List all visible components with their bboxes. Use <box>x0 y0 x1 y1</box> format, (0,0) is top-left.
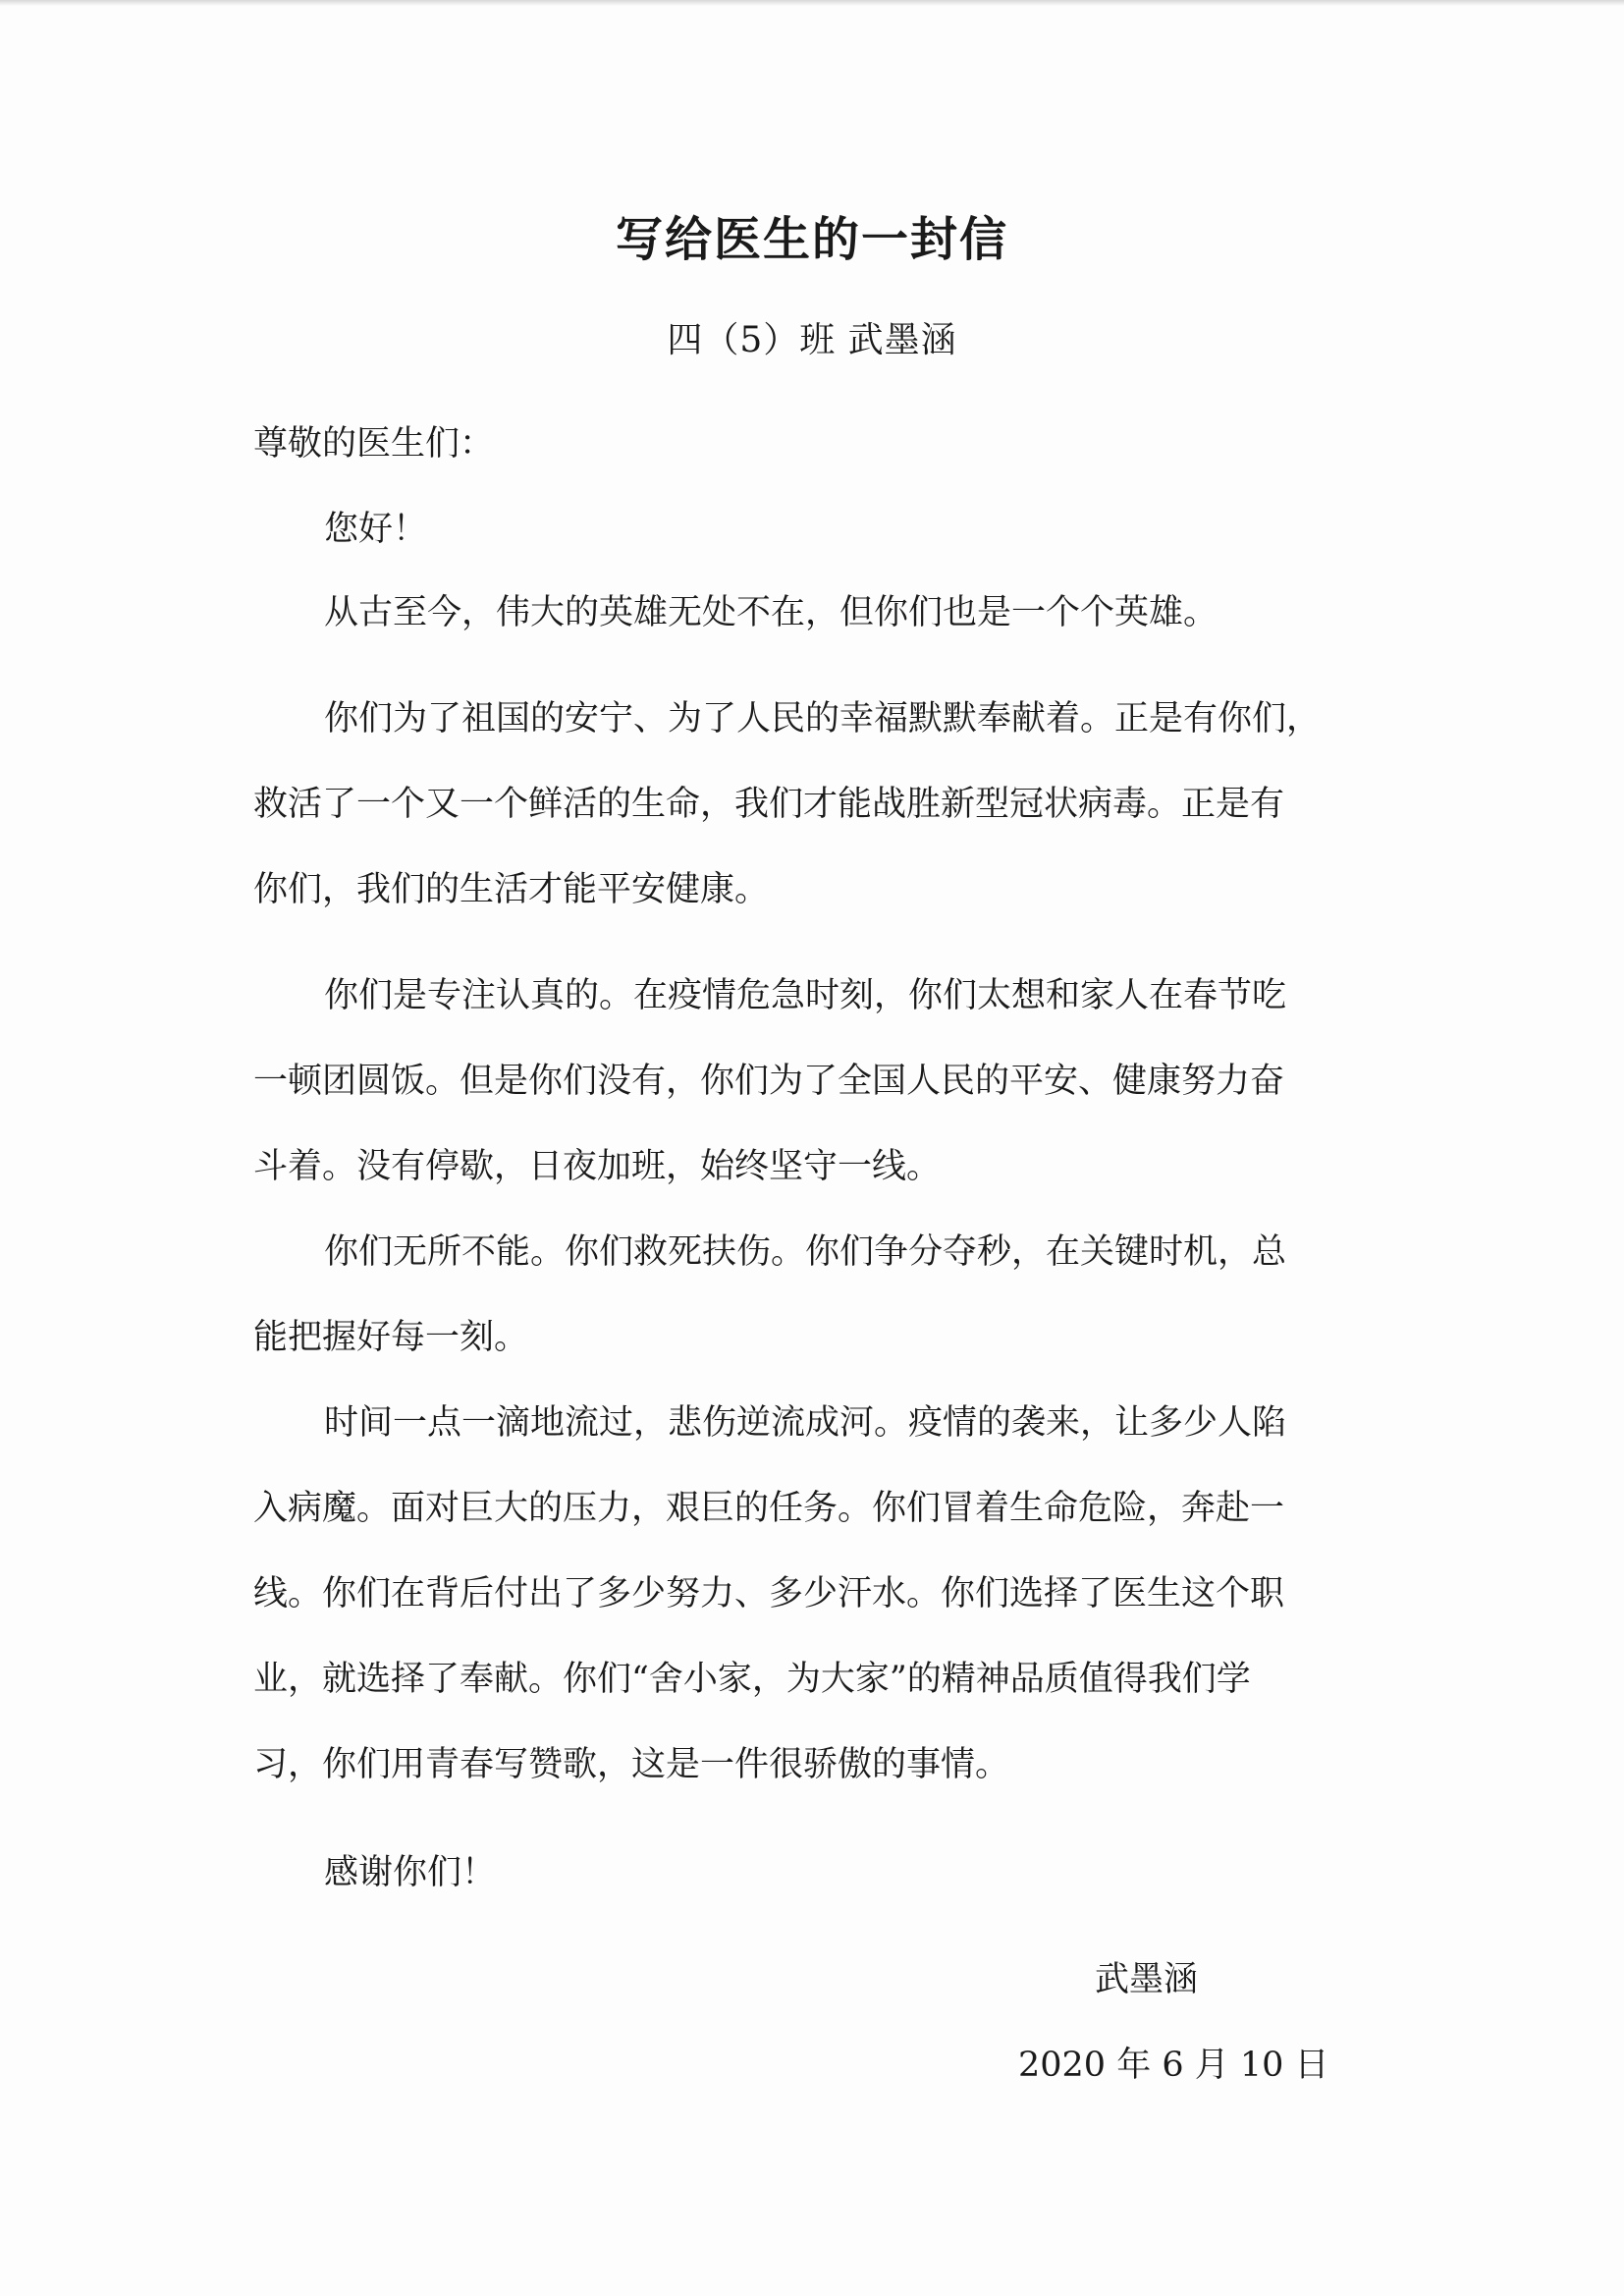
salutation: 尊敬的医生们： <box>253 424 495 464</box>
paragraph-line: 习，你们用青春写赞歌，这是一件很骄傲的事情。 <box>253 1745 1010 1784</box>
paragraph-line: 线。你们在背后付出了多少努力、多少汗水。你们选择了医生这个职 <box>253 1574 1285 1613</box>
letter-date: 2020 年 6 月 10 日 <box>1018 2046 1329 2085</box>
paragraph-line: 你们是专注认真的。在疫情危急时刻，你们太想和家人在春节吃 <box>324 976 1287 1015</box>
paragraph-line: 你们，我们的生活才能平安健康。 <box>253 870 770 909</box>
letter-byline: 四（5）班 武墨涵 <box>667 320 957 360</box>
paragraph-line: 你们无所不能。你们救死扶伤。你们争分夺秒，在关键时机，总 <box>324 1232 1287 1272</box>
paragraph-line: 业，就选择了奉献。你们“舍小家，为大家”的精神品质值得我们学 <box>253 1660 1251 1699</box>
paragraph-line: 你们为了祖国的安宁、为了人民的幸福默默奉献着。正是有你们， <box>324 699 1322 738</box>
greeting: 您好！ <box>324 510 428 549</box>
paragraph-line: 能把握好每一刻。 <box>253 1318 529 1357</box>
paragraph-line: 救活了一个又一个鲜活的生命，我们才能战胜新型冠状病毒。正是有 <box>253 785 1285 824</box>
signature: 武墨涵 <box>1095 1960 1199 1999</box>
paragraph-line: 入病魔。面对巨大的压力，艰巨的任务。你们冒着生命危险，奔赴一 <box>253 1489 1285 1528</box>
closing: 感谢你们！ <box>324 1853 497 1892</box>
scan-edge <box>0 0 1624 6</box>
paragraph-line: 一顿团圆饭。但是你们没有，你们为了全国人民的平安、健康努力奋 <box>253 1062 1285 1101</box>
paragraph-line: 从古至今，伟大的英雄无处不在，但你们也是一个个英雄。 <box>324 593 1218 632</box>
paragraph-line: 时间一点一滴地流过，悲伤逆流成河。疫情的袭来，让多少人陷 <box>324 1403 1287 1443</box>
paragraph-line: 斗着。没有停歇，日夜加班，始终坚守一线。 <box>253 1147 942 1186</box>
letter-title: 写给医生的一封信 <box>615 212 1008 267</box>
